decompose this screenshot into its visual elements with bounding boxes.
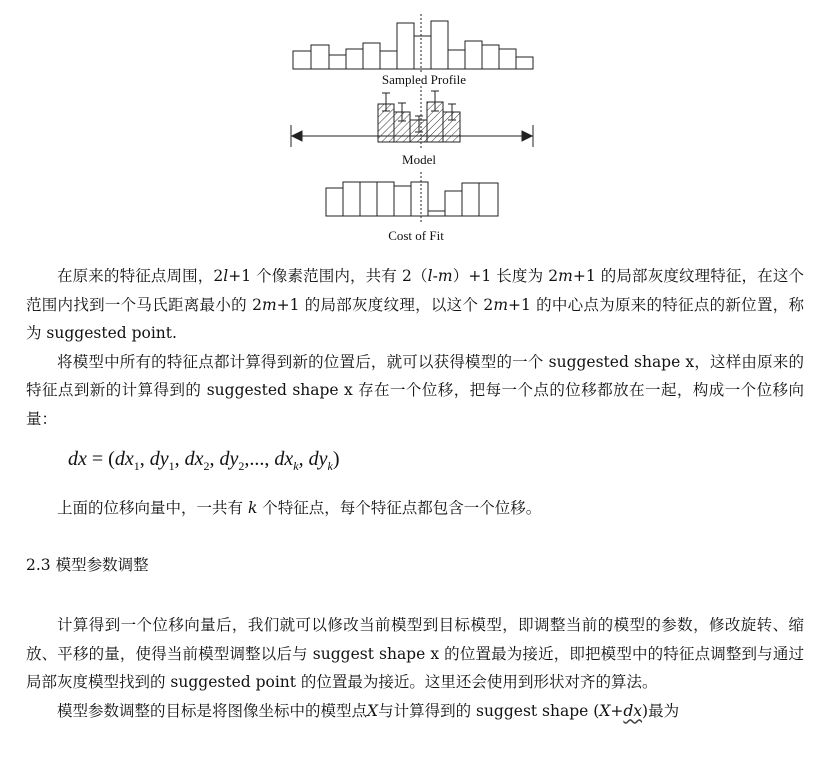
caption-cost-of-fit: Cost of Fit bbox=[388, 228, 444, 243]
sampled-bar bbox=[431, 21, 448, 69]
sampled-bar bbox=[380, 51, 397, 69]
cost-bar bbox=[411, 182, 428, 216]
paragraph-k-points: 上面的位移向量中，一共有 k 个特征点，每个特征点都包含一个位移。 bbox=[57, 499, 542, 517]
cost-bar bbox=[394, 186, 411, 216]
cost-bar bbox=[462, 183, 479, 216]
cost-bar bbox=[428, 211, 445, 216]
paragraph-suggested-point: 在原来的特征点周围，2l+1 个像素范围内，共有 2（l-m）+1 长度为 2m+1 的局部灰度纹理特征，在这个范围内找到一个马氏距离最小的 2m+1 的局部灰度纹理，以这个 2m+1 的中心点为原来的特征点的新位置，称为 suggested point. 将模型中所有的特征点都计算得到新的位置后，就可以获得模型的一个 suggested shape x，这样由原来的特征点到新的计算得到的 suggested shape x 存在一个位移，把每一个点的位移都放在一起，构成一个位移向量： bbox=[26, 262, 804, 433]
sampled-bar bbox=[516, 57, 533, 69]
cost-bar bbox=[445, 191, 462, 216]
sampled-bar bbox=[414, 36, 431, 69]
sampled-bar bbox=[329, 55, 346, 69]
sampled-bar bbox=[311, 45, 329, 69]
sampled-bar bbox=[482, 45, 499, 69]
cost-bar bbox=[377, 182, 394, 216]
paragraph-suggested-shape: 将模型中所有的特征点都计算得到新的位置后，就可以获得模型的一个 suggested shape x，这样由原来的特征点到新的计算得到的 suggested shape x 存在一个位移，把每一个点的位移都放在一起，构成一个位移向量： bbox=[26, 352, 804, 428]
sampled-profile-bars bbox=[293, 21, 533, 69]
caption-sampled-profile: Sampled Profile bbox=[381, 72, 467, 87]
cost-bar bbox=[360, 182, 377, 216]
cost-bar bbox=[343, 182, 360, 216]
paragraph-parameter-adjust: 计算得到一个位移向量后，我们就可以修改当前模型到目标模型，即调整当前的模型的参数，修改旋转、缩放、平移的量，使得当前模型调整以后与 suggest shape x 的位置最为接近，即把模型中的特征点调整到与通过局部灰度模型找到的 suggested point 的位置最为接近。这里还会使用到形状对齐的算法。 模型参数调整的目标是将图像坐标中的模型点X与计算得到的 suggest shape (X+dx)最为 bbox=[26, 611, 804, 725]
paragraph-parameter-goal: 模型参数调整的目标是将图像坐标中的模型点X与计算得到的 suggest shape (X+dx)最为 bbox=[57, 701, 680, 720]
caption-model: Model bbox=[402, 152, 436, 167]
displacement-vector-formula: dx = ($dx_1$, $dy_1$, $dx_2$, $dy_2$,..., $dx_k$, $dy_k$) bbox=[68, 448, 340, 473]
cost-of-fit-bars bbox=[326, 182, 498, 216]
section-heading: 2.3 模型参数调整 bbox=[26, 556, 149, 574]
profile-figure bbox=[0, 0, 819, 250]
sampled-bar bbox=[363, 43, 380, 69]
sampled-bar bbox=[293, 51, 311, 69]
cost-bar bbox=[326, 188, 343, 216]
sampled-bar bbox=[346, 49, 363, 69]
sampled-bar bbox=[465, 41, 482, 69]
sampled-bar bbox=[448, 50, 465, 69]
sampled-bar bbox=[397, 23, 414, 69]
sampled-bar bbox=[499, 49, 516, 69]
cost-bar bbox=[479, 183, 498, 216]
